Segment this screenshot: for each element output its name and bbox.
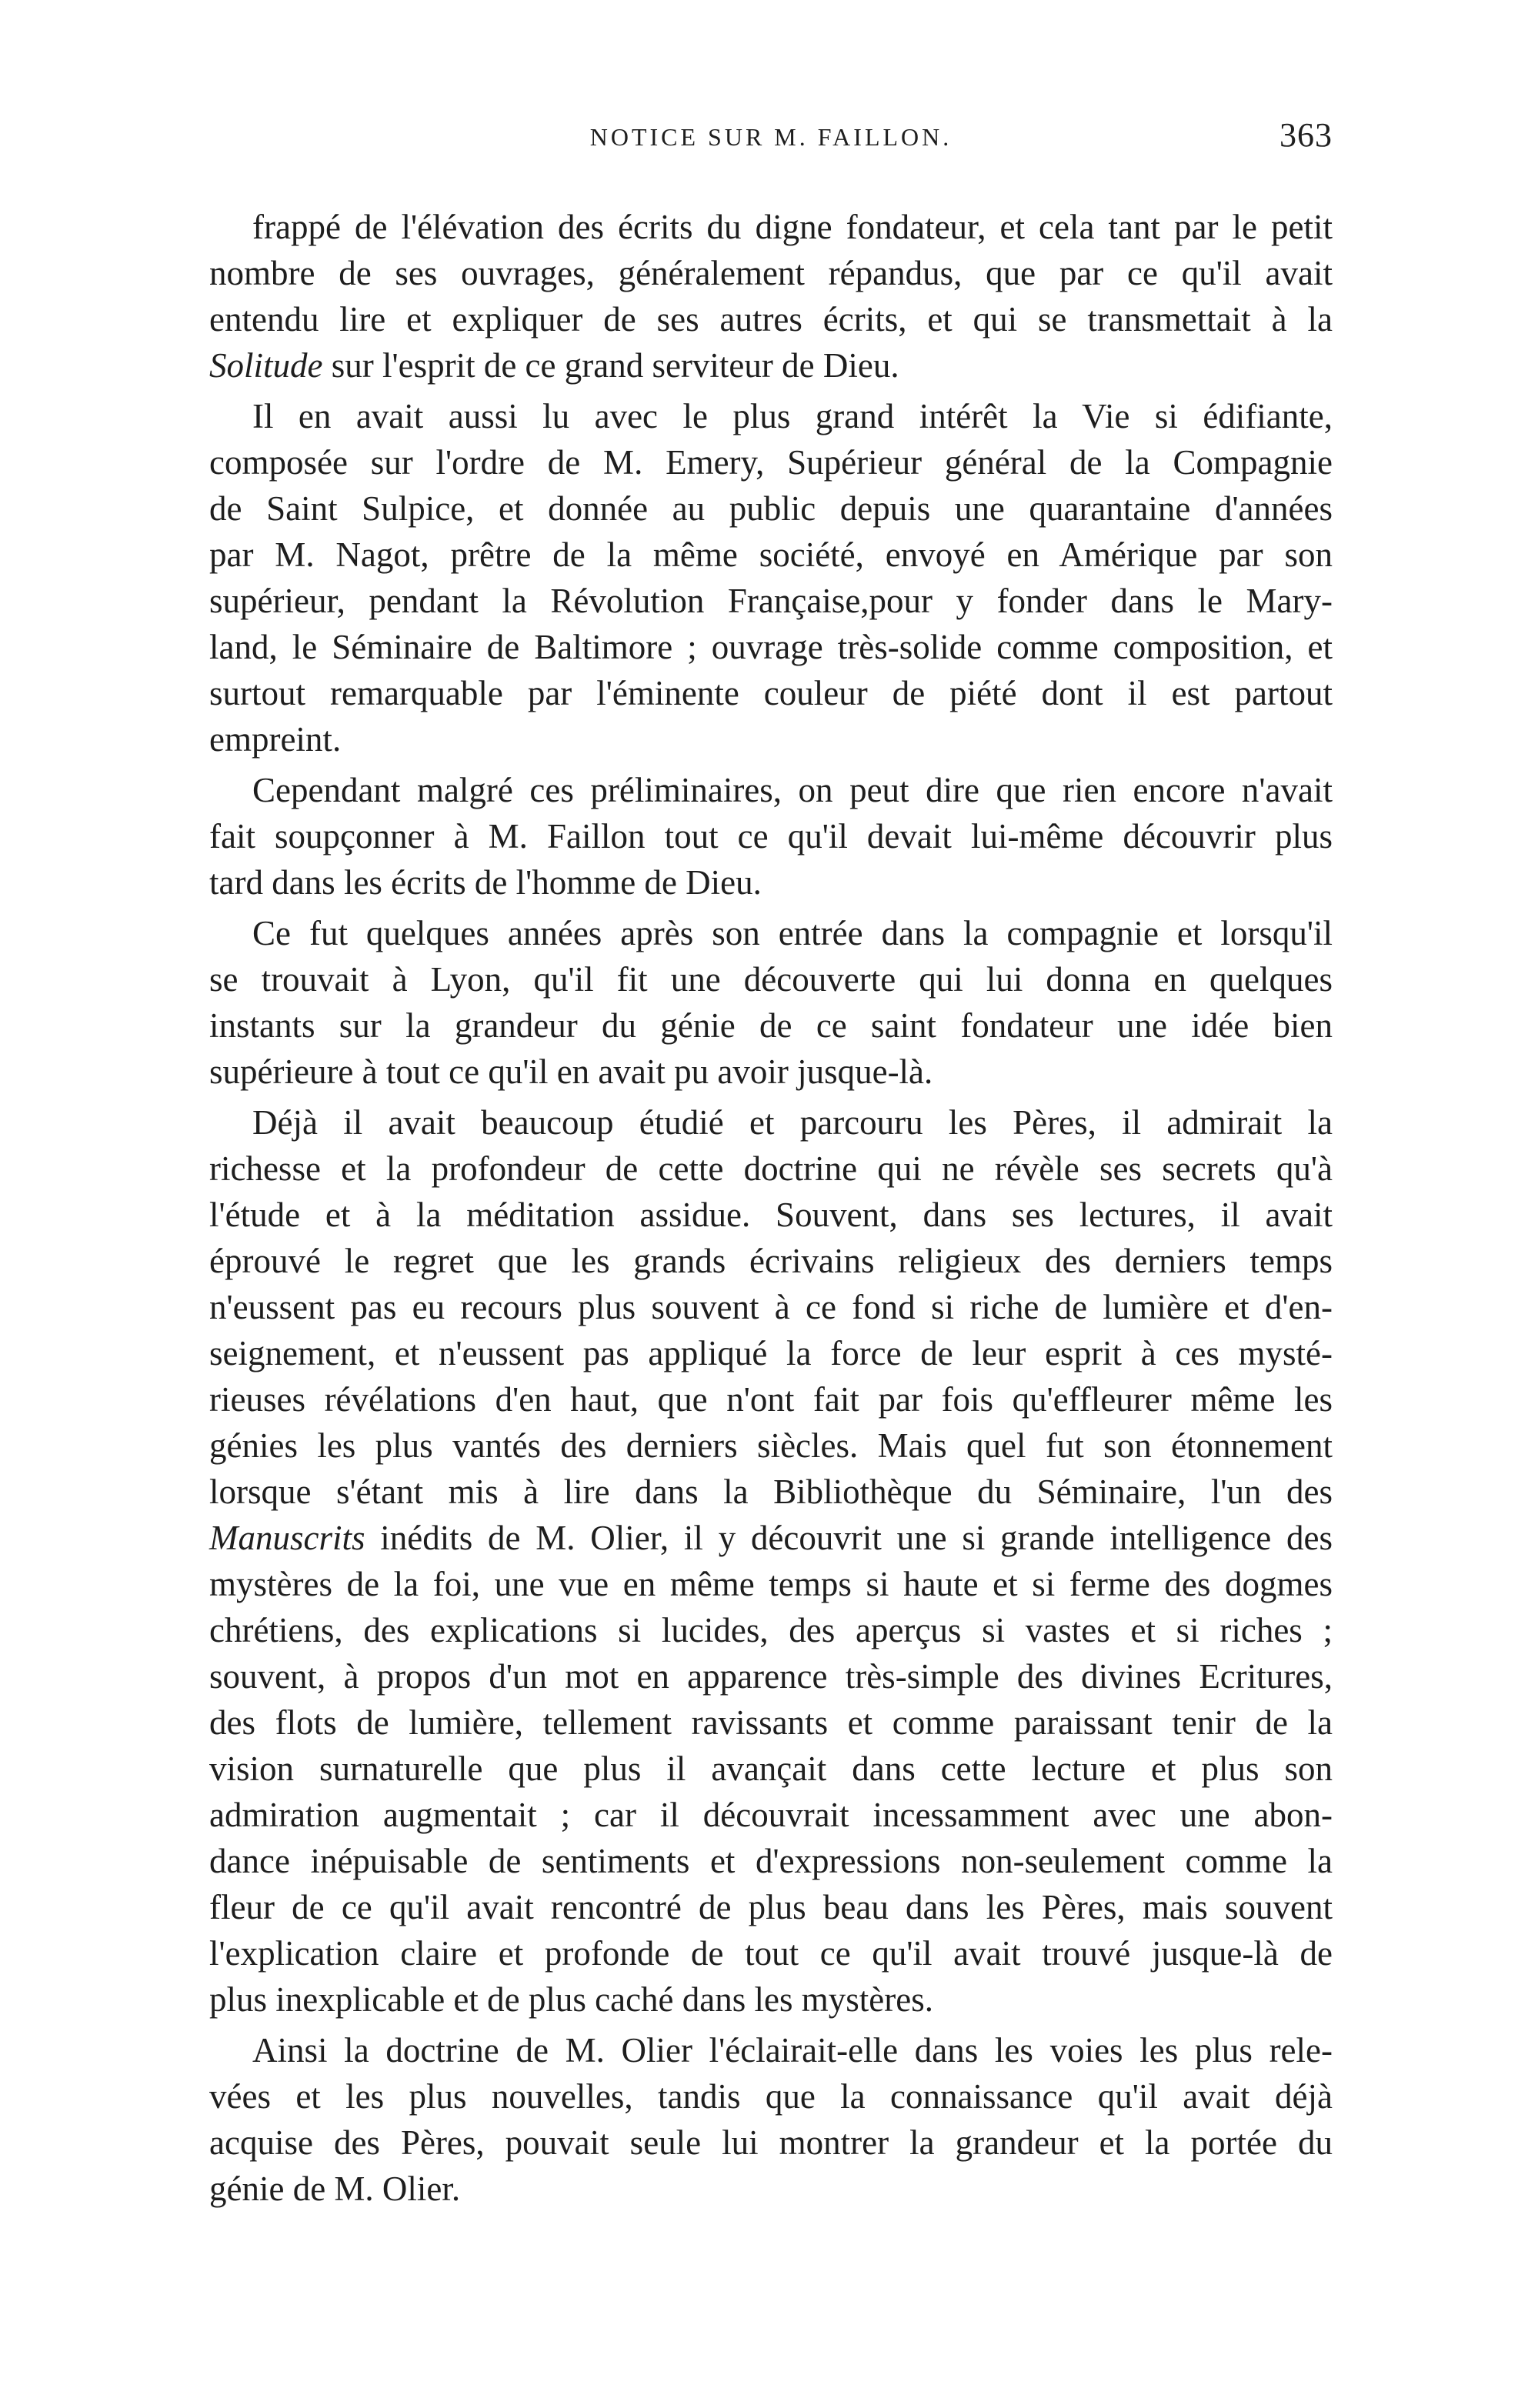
text-line: l'étude et à la méditation assidue. Souvent, dans ses lectures, il avait [209,1196,1333,1234]
text-line: se trouvait à Lyon, qu'il fit une découverte qui lui donna en quelques [209,960,1333,999]
text-line: entendu lire et expliquer de ses autres écrits, et qui se transmettait à la [209,300,1333,339]
body-text [209,204,1333,2216]
text-line: n'eussent pas eu recours plus souvent à ce fond si riche de lumière et d'en- [209,1288,1333,1326]
text-line: plus inexplicable et de plus caché dans les mystères. [209,1980,933,2019]
text-line: Ainsi la doctrine de M. Olier l'éclairait-elle dans les voies les plus rele- [252,2031,1333,2069]
text-line: Ce fut quelques années après son entrée dans la compagnie et lorsqu'il [252,914,1333,952]
paragraph [209,2027,1333,2212]
text-line: acquise des Pères, pouvait seule lui montrer la grandeur et la portée du [209,2123,1333,2162]
paragraph [209,767,1333,906]
text-line: instants sur la grandeur du génie de ce saint fondateur une idée bien [209,1006,1333,1045]
italic-term: Manuscrits [209,1519,365,1557]
text-line: génie de M. Olier. [209,2170,461,2208]
page-header [209,115,1333,162]
paragraph [209,393,1333,762]
text-line: seignement, et n'eussent pas appliqué la force de leur esprit à ces mysté- [209,1334,1333,1372]
text-line: fleur de ce qu'il avait rencontré de plus beau dans les Pères, mais souvent [209,1888,1333,1926]
paragraph [209,204,1333,389]
text-line: de Saint Sulpice, et donnée au public depuis une quarantaine d'années [209,489,1333,528]
text-line: vision surnaturelle que plus il avançait dans cette lecture et plus son [209,1749,1333,1788]
text-line: frappé de l'élévation des écrits du digne fondateur, et cela tant par le petit [252,208,1333,246]
text-line [209,1515,1333,1561]
text-line: composée sur l'ordre de M. Emery, Supérieur général de la Compagnie [209,443,1333,482]
text-line: souvent, à propos d'un mot en apparence très-simple des divines Ecritures, [209,1657,1333,1696]
text-line: surtout remarquable par l'éminente couleur de piété dont il est partout [209,674,1333,712]
text-line: nombre de ses ouvrages, généralement répandus, que par ce qu'il avait [209,254,1333,292]
paragraph [209,1099,1333,2023]
text-line: vées et les plus nouvelles, tandis que la connaissance qu'il avait déjà [209,2077,1333,2116]
text-line: fait soupçonner à M. Faillon tout ce qu'il devait lui-même découvrir plus [209,817,1333,855]
text-line: des flots de lumière, tellement ravissants et comme paraissant tenir de la [209,1703,1333,1742]
text-line: tard dans les écrits de l'homme de Dieu. [209,863,762,902]
text-line: rieuses révélations d'en haut, que n'ont fait par fois qu'effleurer même les [209,1380,1333,1419]
text-line: supérieure à tout ce qu'il en avait pu avoir jusque-là. [209,1052,933,1091]
text-line: l'explication claire et profonde de tout ce qu'il avait trouvé jusque-là de [209,1934,1333,1973]
text-line: dance inépuisable de sentiments et d'expressions non-seulement comme la [209,1842,1333,1880]
text-line: mystères de la foi, une vue en même temps si haute et si ferme des dogmes [209,1565,1333,1603]
text-line: Déjà il avait beaucoup étudié et parcouru les Pères, il admirait la [252,1103,1333,1142]
line-rest: sur l'esprit de ce grand serviteur de Dieu. [322,346,899,385]
text-line: éprouvé le regret que les grands écrivains religieux des derniers temps [209,1242,1333,1280]
italic-term: Solitude [209,346,323,385]
text-line: lorsque s'étant mis à lire dans la Bibliothèque du Séminaire, l'un des [209,1472,1333,1511]
text-line: empreint. [209,720,342,759]
running-title: NOTICE SUR M. FAILLON. [589,123,952,151]
paragraph [209,910,1333,1095]
text-line: supérieur, pendant la Révolution Française,pour y fonder dans le Mary- [209,582,1333,620]
text-line: génies les plus vantés des derniers siècles. Mais quel fut son étonnement [209,1426,1333,1465]
text-line: par M. Nagot, prêtre de la même société, envoyé en Amérique par son [209,535,1333,574]
text-line: chrétiens, des explications si lucides, des aperçus si vastes et si riches ; [209,1611,1333,1649]
text-line [209,342,1333,389]
text-line: richesse et la profondeur de cette doctrine qui ne révèle ses secrets qu'à [209,1149,1333,1188]
line-rest: inédits de M. Olier, il y découvrit une si grande intelligence des [365,1519,1333,1557]
text-line: Cependant malgré ces préliminaires, on peut dire que rien encore n'avait [252,771,1333,809]
text-line: Il en avait aussi lu avec le plus grand intérêt la Vie si édifiante, [252,397,1333,435]
page-number: 363 [1279,116,1333,154]
text-line: admiration augmentait ; car il découvrait incessamment avec une abon- [209,1796,1333,1834]
text-line: land, le Séminaire de Baltimore ; ouvrage très-solide comme composition, et [209,628,1333,666]
